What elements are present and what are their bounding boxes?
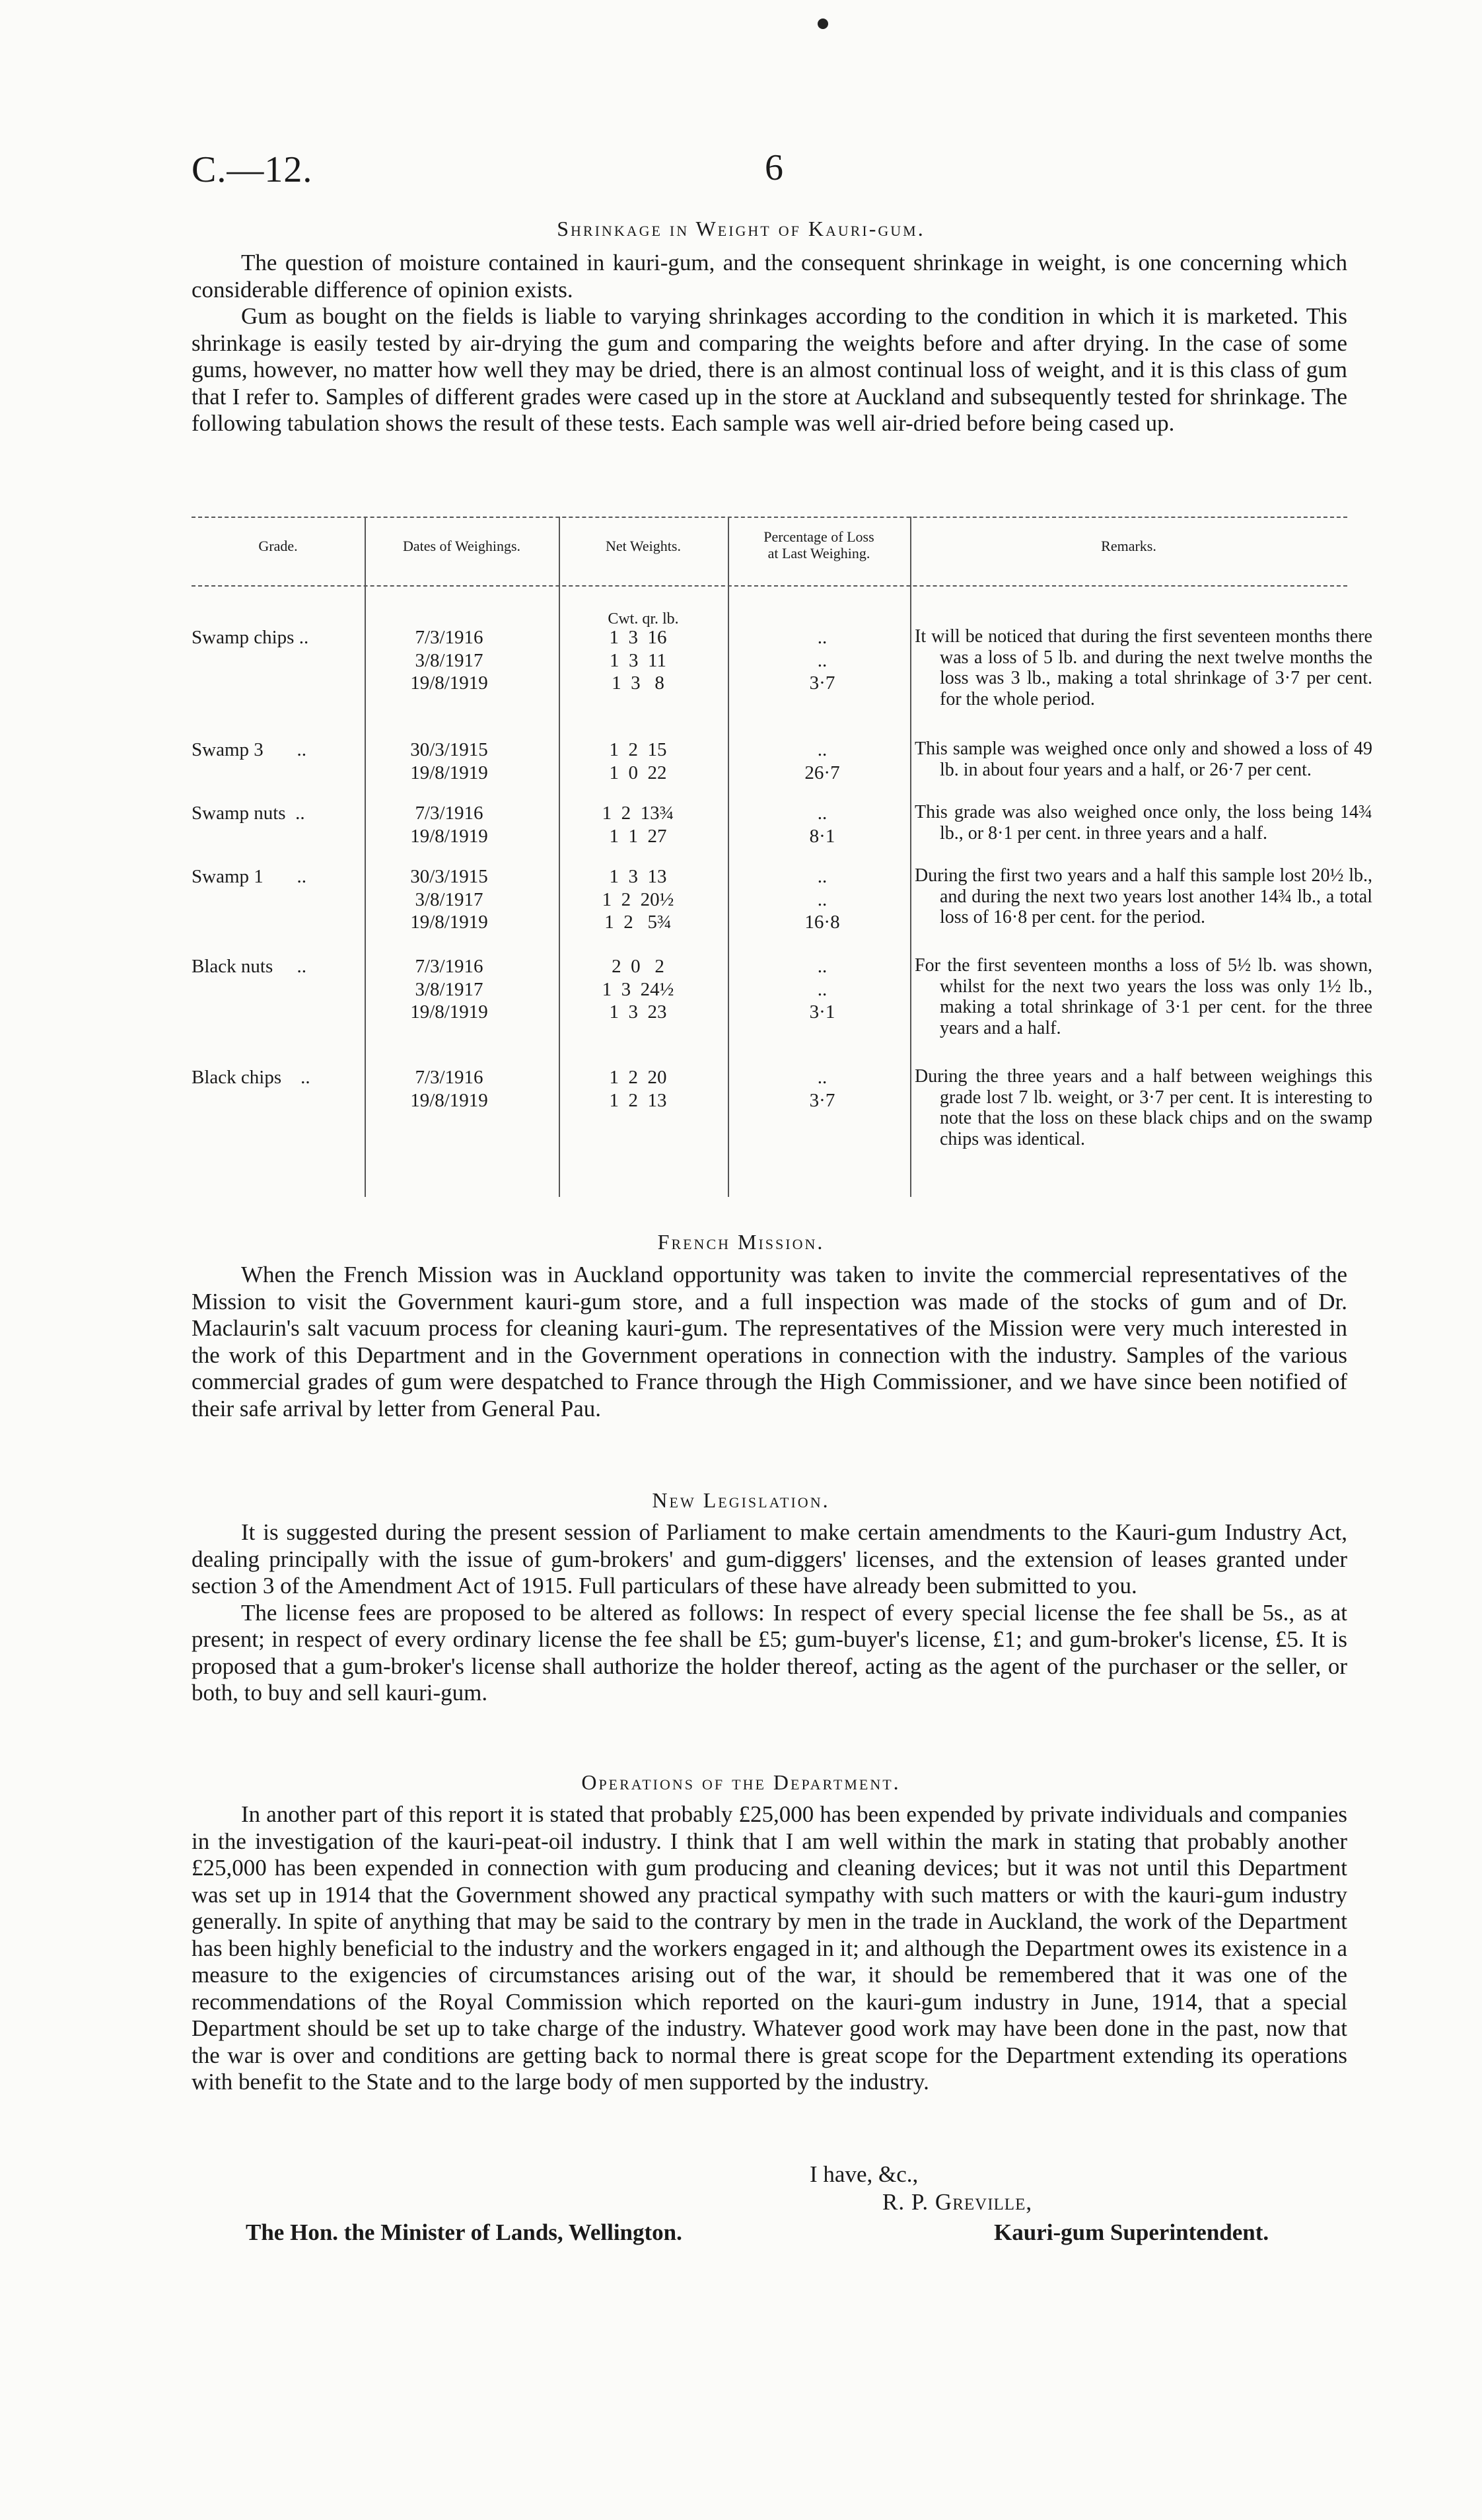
grade-cell: Swamp 1 .. <box>192 866 306 887</box>
section-title-operations: Operations of the Department. <box>581 1770 901 1794</box>
dates-cell: 7/3/1916 3/8/1917 19/8/1919 <box>410 627 488 694</box>
weights-cell: 1 2 20 1 2 13 <box>609 1067 667 1111</box>
remarks-cell: During the first two years and a half this sample lost 20½ lb., and during the next two years lost another 14¾ lb., a total loss of 16·8 per cent. for the period. <box>915 865 1372 927</box>
weights-cell: 1 3 13 1 2 20½ 1 2 5¾ <box>602 866 674 933</box>
weights-cell: 2 0 2 1 3 24½ 1 3 23 <box>602 956 674 1023</box>
dates-cell: 30/3/1915 19/8/1919 <box>410 739 488 783</box>
percentage-cell: .. .. 16·8 <box>804 866 840 933</box>
dates-cell: 7/3/1916 19/8/1919 <box>410 803 488 847</box>
french-mission-text <box>192 1262 1347 1422</box>
addressee: The Hon. the Minister of Lands, Wellington. <box>246 2219 682 2245</box>
header-weights: Net Weights. <box>606 538 681 554</box>
section-title-shrinkage: Shrinkage in Weight of Kauri-gum. <box>557 217 925 240</box>
ink-dot <box>818 18 828 29</box>
shrinkage-table <box>192 517 1372 1209</box>
page-number: 6 <box>765 147 783 188</box>
section-title-new-legislation: New Legislation. <box>652 1488 830 1512</box>
weights-cell: 1 2 13¾ 1 1 27 <box>602 803 674 847</box>
header-remarks: Remarks. <box>1101 538 1156 554</box>
signatory-title: Kauri-gum Superintendent. <box>994 2219 1269 2245</box>
section-title-french-mission: French Mission. <box>657 1230 825 1254</box>
paragraph: When the French Mission was in Auckland opportunity was taken to invite the commercial representatives of the Mission to visit the Government kauri-gum store, and a full inspection was made of the stocks of gum and of Dr. Maclaurin's salt vacuum process for cleaning kauri-gum. The representatives of the Mission were very much interested in the work of this Department and in the Government operations in connection with the industry. Samples of the various commercial grades of gum were despatched to France through the High Commissioner, and we have since been notified of their safe arrival by letter from General Pau. <box>192 1262 1347 1422</box>
header-grade: Grade. <box>258 538 298 554</box>
closing: I have, &c., <box>810 2161 919 2187</box>
paragraph: Gum as bought on the fields is liable to varying shrinkages according to the condition in which it is marketed. This shrinkage is easily tested by air-drying the gum and comparing the weights before and after drying. In the case of some gums, however, no matter how well they may be dried, there is an almost continual loss of weight, and it is this class of gum that I refer to. Samples of different grades were cased up in the store at Auckland and subsequently tested for shrinkage. The following tabulation shows the result of these tests. Each sample was well air-dried before being cased up. <box>192 303 1347 436</box>
grade-cell: Swamp 3 .. <box>192 739 306 760</box>
weights-cell: 1 2 15 1 0 22 <box>609 739 667 783</box>
grade-cell: Swamp chips .. <box>192 627 309 648</box>
grade-cell: Black nuts .. <box>192 956 306 977</box>
signatory-name: R. P. Greville, <box>882 2189 1033 2215</box>
dates-cell: 7/3/1916 3/8/1917 19/8/1919 <box>410 956 488 1023</box>
grade-cell: Black chips .. <box>192 1067 310 1088</box>
paragraph: The question of moisture contained in kauri-gum, and the consequent shrinkage in weight, is one concerning which considerable difference of opinion exists. <box>192 250 1347 303</box>
remarks-cell: This grade was also weighed once only, the loss being 14¾ lb., or 8·1 per cent. in three years and a half. <box>915 802 1372 844</box>
document-reference: C.—12. <box>192 149 313 190</box>
weight-units: Cwt. qr. lb. <box>608 610 679 628</box>
percentage-cell: .. 8·1 <box>809 803 835 847</box>
paragraph: The license fees are proposed to be altered as follows: In respect of every special license the fee shall be 5s., as at present; in respect of every ordinary license the fee shall be £5; gum-buyer's license, £1; and gum-broker's license, £5. It is proposed that a gum-broker's license shall authorize the holder thereof, acting as the agent of the purchaser or the seller, or both, to buy and sell kauri-gum. <box>192 1599 1347 1706</box>
dates-cell: 30/3/1915 3/8/1917 19/8/1919 <box>410 866 488 933</box>
header-rule <box>192 585 1347 587</box>
header-dates: Dates of Weighings. <box>402 538 521 554</box>
paragraph: It is suggested during the present session of Parliament to make certain amendments to the Kauri-gum Industry Act, dealing principally with the issue of gum-brokers' and gum-diggers' licenses, and the extension of leases granted under section 3 of the Amendment Act of 1915. Full particulars of these have already been submitted to you. <box>192 1519 1347 1599</box>
remarks-cell: This sample was weighed once only and showed a loss of 49 lb. in about four years and a half, or 26·7 per cent. <box>915 738 1372 780</box>
remarks-cell: It will be noticed that during the first seventeen months there was a loss of 5 lb. and during the next twelve months the loss was 3 lb., making a total shrinkage of 3·7 per cent. for the whole period. <box>915 626 1372 709</box>
header-percentage <box>728 528 910 561</box>
new-legislation-text <box>192 1519 1347 1707</box>
header-percentage-line1: Percentage of Loss <box>763 528 874 545</box>
weights-cell: 1 3 16 1 3 11 1 3 8 <box>609 627 667 694</box>
dates-cell: 7/3/1916 19/8/1919 <box>410 1067 488 1111</box>
grade-cell: Swamp nuts .. <box>192 803 305 824</box>
percentage-cell: .. .. 3·1 <box>809 956 835 1023</box>
remarks-cell: During the three years and a half between weighings this grade lost 7 lb. weight, or 3·7 per cent. It is interesting to note that the loss on these black chips and on the swamp chips was identical. <box>915 1066 1372 1149</box>
percentage-cell: .. .. 3·7 <box>809 627 835 694</box>
paragraph: In another part of this report it is stated that probably £25,000 has been expended by private individuals and companies in the investigation of the kauri-peat-oil industry. I think that I am well within the mark in stating that probably another £25,000 has been expended in connection with gum producing and cleaning devices; but it was not until this Department was set up in 1914 that the Government showed any practical sympathy with such matters or with the kauri-gum industry generally. In spite of anything that may be said to the contrary by men in the trade in Auckland, the work of the Department has been highly beneficial to the industry and the workers engaged in it; and although the Department owes its existence in a measure to the exigencies of circumstances arising out of the war, it should be remembered that it was one of the recommendations of the Royal Commission which reported on the kauri-gum industry in June, 1914, that a special Department should be set up to take charge of the industry. Whatever good work may have been done in the past, now that the war is over and conditions are getting back to normal there is great scope for the Department extending its operations with benefit to the State and to the large body of men supported by the industry. <box>192 1801 1347 2095</box>
percentage-cell: .. 26·7 <box>804 739 840 783</box>
shrinkage-text <box>192 250 1347 437</box>
column-divider <box>728 517 729 1197</box>
percentage-cell: .. 3·7 <box>809 1067 835 1111</box>
operations-text <box>192 1801 1347 2096</box>
header-percentage-line2: at Last Weighing. <box>767 545 870 561</box>
remarks-cell: For the first seventeen months a loss of 5½ lb. was shown, whilst for the next two years the loss was only 1½ lb., making a total shrinkage of 3·1 per cent. for the three years and a half. <box>915 955 1372 1038</box>
